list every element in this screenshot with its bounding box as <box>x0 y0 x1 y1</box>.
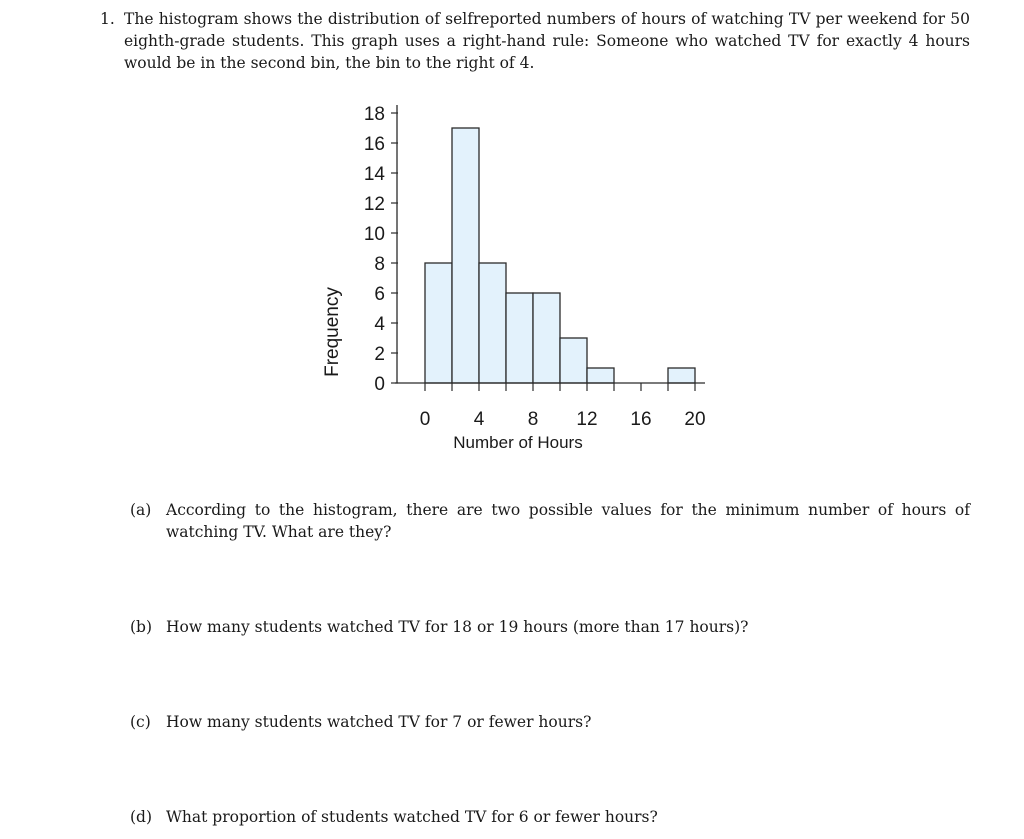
histogram-chart <box>300 88 740 468</box>
histogram-bar-10 <box>668 368 695 383</box>
part-label: (b) <box>130 618 153 636</box>
y-tick-label: 2 <box>374 344 385 365</box>
histogram-bar-1 <box>425 263 452 383</box>
problem-number: 1. <box>100 10 115 28</box>
histogram-bar-5 <box>533 293 560 383</box>
y-tick-label: 0 <box>374 374 385 395</box>
question-part-a <box>130 499 970 543</box>
histogram-bar-3 <box>479 263 506 383</box>
question-part-b <box>130 616 970 638</box>
part-label: (d) <box>130 808 153 826</box>
x-tick-label: 20 <box>684 409 706 430</box>
histogram-bar-7 <box>587 368 614 383</box>
problem-statement <box>100 8 970 74</box>
y-tick-label: 18 <box>363 104 385 125</box>
y-tick-label: 8 <box>374 254 385 275</box>
part-text: How many students watched TV for 18 or 19 hours (more than 17 hours)? <box>166 618 749 636</box>
y-tick-label: 6 <box>374 284 385 305</box>
problem-text: The histogram shows the distribution of selfreported numbers of hours of watching TV per weekend for 50 eighth-grade students. This graph uses a right-hand rule: Someone who watched TV for exactly 4 hours would be in the second bin, the bin to the right of 4. <box>124 10 970 72</box>
part-text: What proportion of students watched TV for 6 or fewer hours? <box>166 808 658 826</box>
question-part-d <box>130 806 970 828</box>
bars-group <box>425 128 695 383</box>
y-tick-label: 12 <box>363 194 385 215</box>
histogram-bar-4 <box>506 293 533 383</box>
part-text: According to the histogram, there are two possible values for the minimum number of hours of watching TV. What are they? <box>166 501 970 541</box>
y-tick-label: 16 <box>363 134 385 155</box>
x-tick-label: 4 <box>473 409 485 430</box>
part-label: (c) <box>130 713 151 731</box>
question-part-c <box>130 711 970 733</box>
histogram-figure <box>300 88 740 468</box>
y-tick-label: 4 <box>374 314 385 335</box>
x-tick-label: 8 <box>527 409 539 430</box>
x-axis-label: Number of Hours <box>453 433 583 452</box>
y-tick-label: 14 <box>363 164 385 185</box>
part-label: (a) <box>130 501 152 519</box>
histogram-bar-2 <box>452 128 479 383</box>
y-tick-label: 10 <box>363 224 385 245</box>
y-axis-label: Frequency <box>322 287 343 377</box>
x-tick-label: 12 <box>576 409 598 430</box>
x-tick-label: 16 <box>630 409 652 430</box>
part-text: How many students watched TV for 7 or fewer hours? <box>166 713 592 731</box>
x-tick-label: 0 <box>419 409 431 430</box>
histogram-bar-6 <box>560 338 587 383</box>
